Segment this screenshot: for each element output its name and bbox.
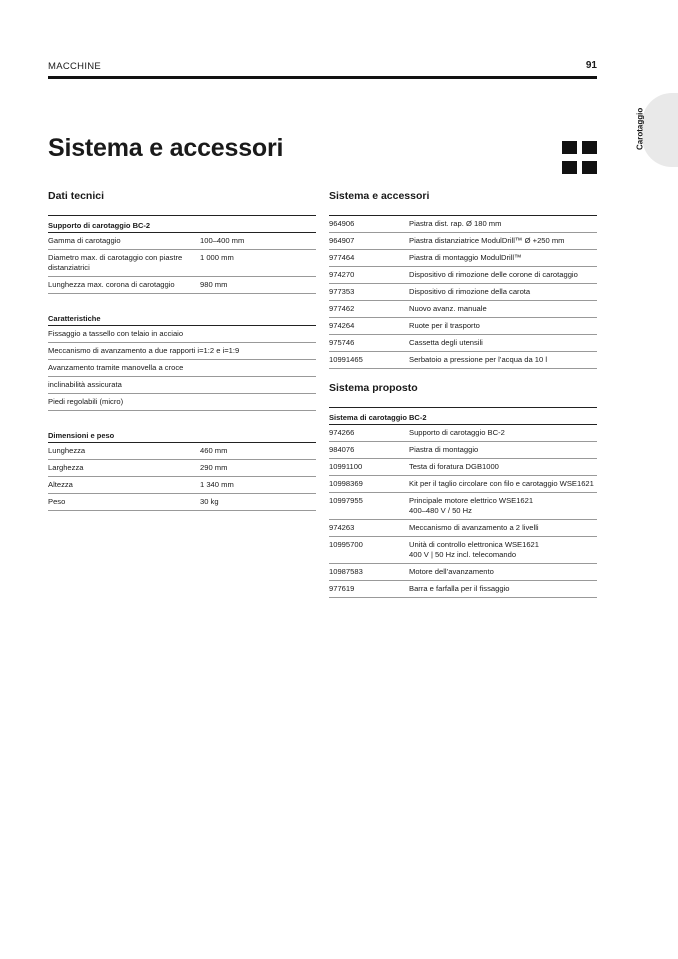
dimension-row-cell-2: 30 kg [200, 497, 219, 506]
accessory-row-cell-1: 977464 [329, 253, 355, 262]
tech-row-cell-1: Gamma di carotaggio [48, 236, 121, 245]
accessory-row [329, 352, 597, 369]
feature-row [48, 360, 316, 377]
system-row [329, 442, 597, 459]
system-row-cell-1: 10995700 [329, 540, 363, 549]
system-title: Sistema di carotaggio BC-2 [329, 408, 597, 425]
system-row-cell-1: 10987583 [329, 567, 363, 576]
dimensions-title: Dimensioni e peso [48, 426, 316, 443]
accessory-row-cell-1: 975746 [329, 338, 355, 347]
accessories-table [329, 215, 597, 369]
accessory-row-cell-1: 964907 [329, 236, 355, 245]
system-row-cell-1: 10991100 [329, 462, 363, 471]
system-row [329, 493, 597, 520]
system-row-cell-1: 974266 [329, 428, 355, 437]
dimension-row-cell-1: Larghezza [48, 463, 84, 472]
system-row-cell-1: 10998369 [329, 479, 363, 488]
tech-data-heading: Dati tecnici [48, 190, 105, 202]
accessory-row [329, 267, 597, 284]
accessory-row-cell-2: Dispositivo di rimozione delle corone di carotaggio [409, 270, 578, 279]
dimension-row-cell-1: Lunghezza [48, 446, 86, 455]
accessories-heading: Sistema e accessori [329, 190, 430, 202]
tech-row [48, 277, 316, 294]
system-row [329, 520, 597, 537]
system-row-cell-2: Motore dell’avanzamento [409, 567, 494, 576]
system-row [329, 459, 597, 476]
dimension-row [48, 443, 316, 460]
page-title: Sistema e accessori [48, 134, 284, 162]
tech-row-cell-1: Lunghezza max. corona di carotaggio [48, 280, 175, 289]
system-row-cell-2: Meccanismo di avanzamento a 2 livelli [409, 523, 539, 532]
dimension-row-cell-1: Altezza [48, 480, 73, 489]
tech-table-title: Supporto di carotaggio BC-2 [48, 216, 316, 233]
tech-row [48, 233, 316, 250]
feature-row-text: Meccanismo di avanzamento a due rapporti i=1:2 e i=1:9 [48, 346, 240, 355]
system-row-cell-2: Barra e farfalla per il fissaggio [409, 584, 510, 593]
side-tab[interactable] [642, 93, 678, 167]
feature-row [48, 326, 316, 343]
accessory-row [329, 284, 597, 301]
dimensions-table [48, 426, 316, 511]
system-row-cell-1: 984076 [329, 445, 355, 454]
accessory-row-cell-1: 974264 [329, 321, 355, 330]
features-title: Caratteristiche [48, 309, 316, 326]
feature-row-text: Piedi regolabili (micro) [48, 397, 124, 406]
dimension-row-cell-1: Peso [48, 497, 66, 506]
accessory-row [329, 233, 597, 250]
system-row-cell-2: Testa di foratura DGB1000 [409, 462, 499, 471]
header-section-label: MACCHINE [48, 61, 102, 72]
accessory-row [329, 250, 597, 267]
left-column [48, 190, 316, 511]
tech-row [48, 250, 316, 277]
feature-row-text: Fissaggio a tassello con telaio in acciaio [48, 329, 184, 338]
system-row [329, 537, 597, 564]
feature-row [48, 343, 316, 360]
system-row [329, 564, 597, 581]
accessory-row-cell-2: Dispositivo di rimozione della carota [409, 287, 531, 296]
accessory-row [329, 318, 597, 335]
system-row [329, 581, 597, 598]
tech-table [48, 215, 316, 294]
feature-row-text: Avanzamento tramite manovella a croce [48, 363, 184, 372]
dimension-row [48, 460, 316, 477]
accessory-row-cell-2: Piastra di montaggio ModulDrill™ [409, 253, 522, 262]
tech-row-cell-1: Diametro max. di carotaggio con piastre distanziatrici [48, 253, 183, 272]
accessory-row-cell-1: 977353 [329, 287, 355, 296]
system-row-cell-1: 977619 [329, 584, 355, 593]
accessory-row-cell-2: Ruote per il trasporto [409, 321, 480, 330]
system-row-cell-2: Piastra di montaggio [409, 445, 479, 454]
accessory-row-cell-1: 964906 [329, 219, 355, 228]
accessory-row-cell-2: Piastra distanziatrice ModulDrill™ Ø +250 mm [409, 236, 565, 245]
system-row-cell-2: Principale motore elettrico WSE1621 400–480 V / 50 Hz [409, 496, 534, 515]
dimension-row-cell-2: 290 mm [200, 463, 228, 472]
header-rule [48, 76, 597, 79]
dimension-row-cell-2: 460 mm [200, 446, 228, 455]
accessory-row-cell-2: Nuovo avanz. manuale [409, 304, 487, 313]
accessory-row [329, 301, 597, 318]
system-row-cell-2: Supporto di carotaggio BC-2 [409, 428, 505, 437]
page-number: 91 [585, 60, 597, 71]
accessory-row-cell-2: Cassetta degli utensili [409, 338, 483, 347]
accessory-row-cell-1: 977462 [329, 304, 355, 313]
dimension-row [48, 477, 316, 494]
accessory-row-cell-2: Serbatoio a pressione per l’acqua da 10 l [409, 355, 548, 364]
tech-row-cell-2: 1 000 mm [200, 253, 234, 262]
accessory-row-cell-2: Piastra dist. rap. Ø 180 mm [409, 219, 502, 228]
system-row-cell-1: 974263 [329, 523, 355, 532]
system-row [329, 425, 597, 442]
system-row-cell-2: Unità di controllo elettronica WSE1621 400 V | 50 Hz incl. telecomando [409, 540, 540, 559]
accessory-row [329, 335, 597, 352]
system-table [329, 407, 597, 598]
grid-icon [562, 141, 598, 175]
system-heading: Sistema proposto [329, 382, 418, 394]
accessory-row-cell-1: 974270 [329, 270, 355, 279]
feature-row [48, 377, 316, 394]
accessory-row [329, 216, 597, 233]
system-row [329, 476, 597, 493]
feature-row [48, 394, 316, 411]
dimension-row-cell-2: 1 340 mm [200, 480, 234, 489]
accessory-row-cell-1: 10991465 [329, 355, 363, 364]
side-tab-label: Carotaggio [635, 107, 645, 150]
right-column [329, 190, 597, 598]
feature-row-text: inclinabilità assicurata [48, 380, 122, 389]
system-row-cell-1: 10997955 [329, 496, 363, 505]
system-row-cell-2: Kit per il taglio circolare con filo e carotaggio WSE1621 [409, 479, 594, 488]
tech-row-cell-2: 100–400 mm [200, 236, 245, 245]
dimension-row [48, 494, 316, 511]
features-table [48, 309, 316, 411]
tech-row-cell-2: 980 mm [200, 280, 228, 289]
